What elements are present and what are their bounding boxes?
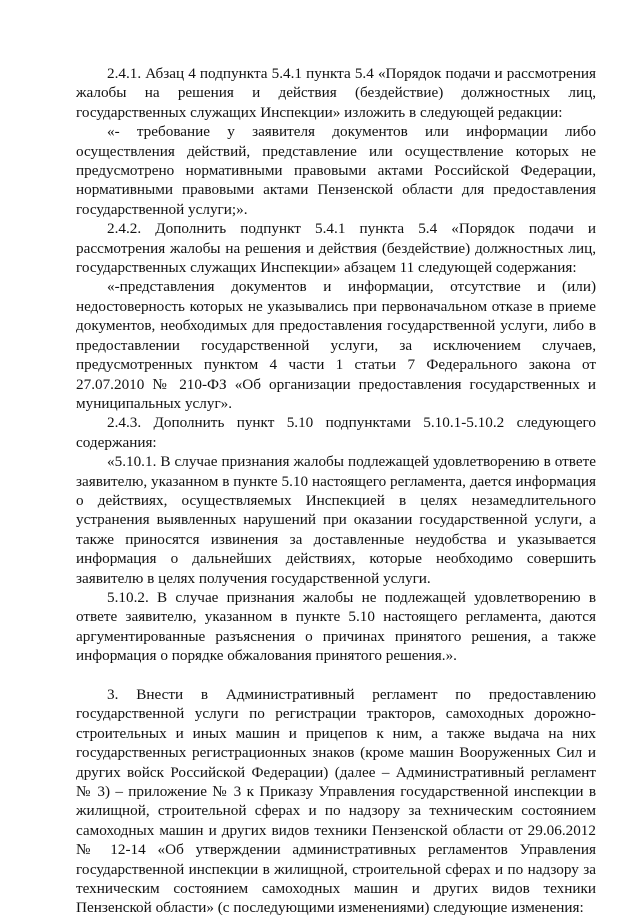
- paragraph-5-10-2: 5.10.2. В случае признания жалобы не подлежащей удовлетворению в ответе заявителю, указанном в пункте 5.10 настоящего регламента, даются аргументированные разъяснения о причинах принятого решения, а также информация о порядке обжалования принятого решения.».: [76, 588, 596, 665]
- paragraph-3: 3. Внести в Административный регламент по предоставлению государственной услуги по регистрации тракторов, самоходных дорожно-строительных и иных машин и прицепов к ним, а также выдача на них государственных регистрационных знаков (кроме машин Вооруженных Сил и других войск Российской Федерации) (далее – Административный регламент № 3) – приложение № 3 к Приказу Управления государственной инспекции в жилищной, строительной сферах и по надзору за техническим состоянием самоходных машин и других видов техники Пензенской области от 29.06.2012 № 12-14 «Об утверждении административных регламентов Управления государственной инспекции в жилищной, строительной сферах и по надзору за техническим состоянием самоходных машин и других видов техники Пензенской области» (с последующими изменениями) следующие изменения:: [76, 685, 596, 917]
- document-body: [76, 64, 596, 918]
- paragraph-5-10-1: «5.10.1. В случае признания жалобы подлежащей удовлетворению в ответе заявителю, указанном в пункте 5.10 настоящего регламента, дается информация о действиях, осуществляемых Инспекцией в целях незамедлительного устранения выявленных нарушений при оказании государственной услуги, а также приносятся извинения за доставленные неудобства и указывается информация о дальнейших действиях, которые необходимо совершить заявителю в целях получения государственной услуги.: [76, 453, 596, 587]
- paragraph-2-4-3: 2.4.3. Дополнить пункт 5.10 подпунктами 5.10.1-5.10.2 следующего содержания:: [76, 414, 596, 451]
- paragraph-requirement-quote: «- требование у заявителя документов или информации либо осуществления действий, представление или осуществление которых не предусмотрено нормативными правовыми актами Российской Федерации, нормативными правовыми актами Пензенской области для предоставления государственной услуги;».: [76, 123, 596, 218]
- paragraph-2-4-1: 2.4.1. Абзац 4 подпункта 5.4.1 пункта 5.4 «Порядок подачи и рассмотрения жалобы на решения и действия (бездействие) должностных лиц, государственных служащих Инспекции» изложить в следующей редакции:: [76, 65, 596, 121]
- paragraph-2-4-2: 2.4.2. Дополнить подпункт 5.4.1 пункта 5.4 «Порядок подачи и рассмотрения жалобы на решения и действия (бездействие) должностных лиц, государственных служащих Инспекции» абзацем 11 следующей содержания:: [76, 220, 596, 277]
- paragraph-representation-quote: «-представления документов и информации, отсутствие и (или) недостоверность которых не указывались при первоначальном отказе в приеме документов, необходимых для предоставления государственной услуги, либо в предоставлении государственной услуги, за исключением случаев, предусмотренных пунктом 4 части 1 статьи 7 Федерального закона от 27.07.2010 № 210-ФЗ «Об организации предоставления государственных и муниципальных услуг».: [76, 278, 596, 412]
